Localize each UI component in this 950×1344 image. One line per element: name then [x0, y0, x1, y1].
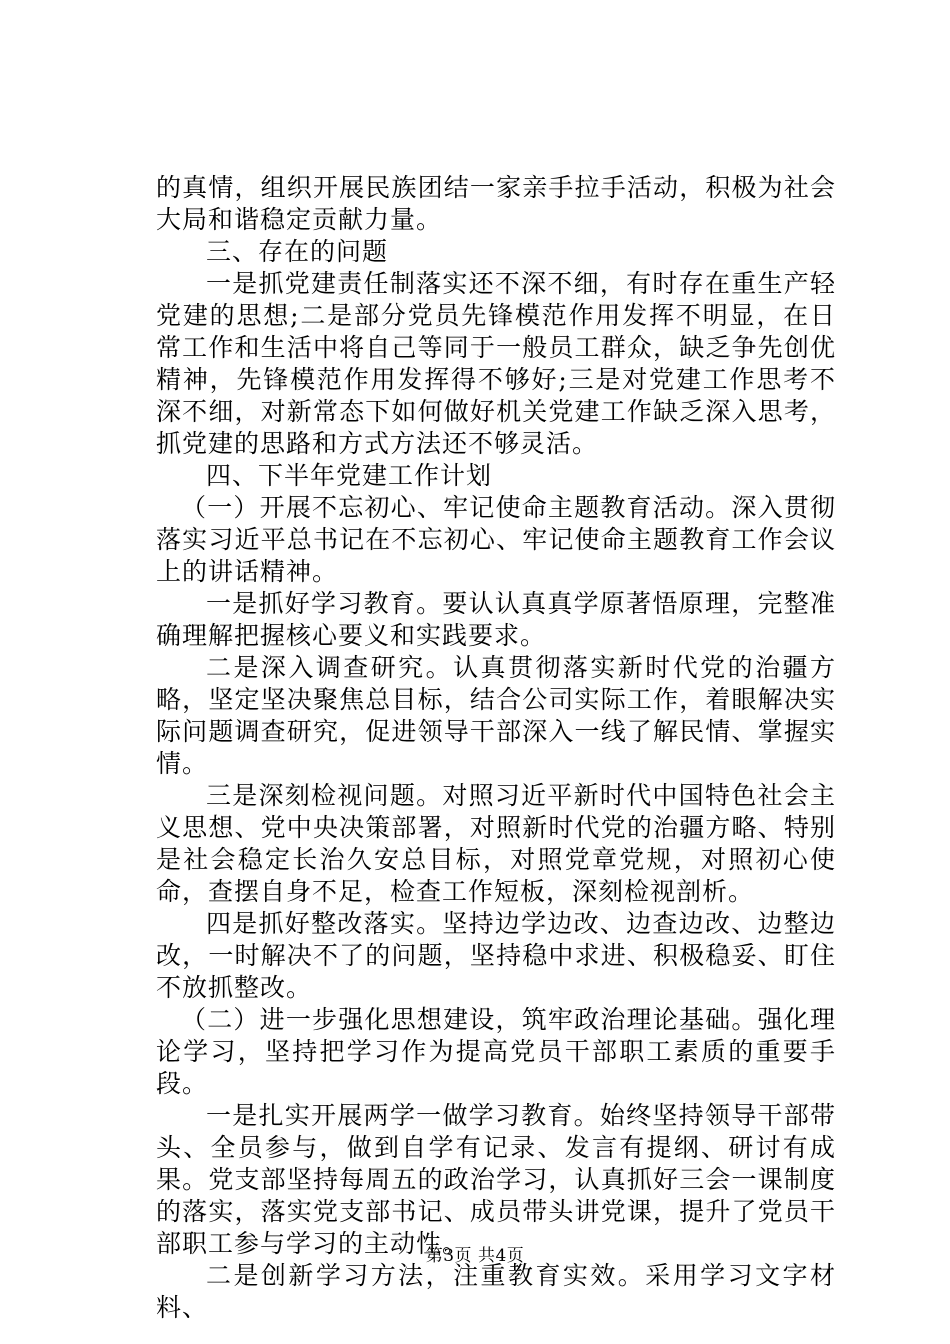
- paragraph-problems: 一是抓党建责任制落实还不深不细，有时存在重生产轻党建的思想;二是部分党员先锋模范作用发挥不明显，在日常工作和生活中将自己等同于一般员工群众，缺乏争先创优精神，先锋模范作用发挥得不够好;三是对党建工作思考不深不细，对新常态下如何做好机关党建工作缺乏深入思考，抓党建的思路和方式方法还不够灵活。: [156, 269, 836, 458]
- document-body: [156, 172, 836, 1324]
- paragraph-examine-problems: 三是深刻检视问题。对照习近平新时代中国特色社会主义思想、党中央决策部署，对照新时代党的治疆方略、特别是社会稳定长治久安总目标，对照党章党规，对照初心使命，查摆自身不足，检查工作短板，深刻检视剖析。: [156, 781, 836, 906]
- page-number-footer: 第3页 共4页: [425, 1246, 525, 1266]
- paragraph-innovate-methods: 二是创新学习方法，注重教育实效。采用学习文字材料、: [156, 1261, 836, 1322]
- paragraph-continued: 的真情，组织开展民族团结一家亲手拉手活动，积极为社会大局和谐稳定贡献力量。: [156, 173, 836, 234]
- subsection-1: （一）开展不忘初心、牢记使命主题教育活动。深入贯彻落实习近平总书记在不忘初心、牢记使命主题教育工作会议上的讲话精神。: [156, 493, 836, 586]
- subsection-2: （二）进一步强化思想建设，筑牢政治理论基础。强化理论学习，坚持把学习作为提高党员干部职工素质的重要手段。: [156, 1005, 836, 1098]
- section-heading-problems: 三、存在的问题: [206, 237, 389, 266]
- paragraph-research: 二是深入调查研究。认真贯彻落实新时代党的治疆方略，坚定坚决聚焦总目标，结合公司实际工作，着眼解决实际问题调查研究，促进领导干部深入一线了解民情、掌握实情。: [156, 653, 836, 778]
- paragraph-study-education: 一是抓好学习教育。要认认真真学原著悟原理，完整准确理解把握核心要义和实践要求。: [156, 589, 836, 650]
- section-heading-plan: 四、下半年党建工作计划: [206, 461, 493, 490]
- paragraph-two-studies: 一是扎实开展两学一做学习教育。始终坚持领导干部带头、全员参与，做到自学有记录、发言有提纲、研讨有成果。党支部坚持每周五的政治学习，认真抓好三会一课制度的落实，落实党支部书记、成员带头讲党课，提升了党员干部职工参与学习的主动性。: [156, 1101, 836, 1258]
- paragraph-rectification: 四是抓好整改落实。坚持边学边改、边查边改、边整边改，一时解决不了的问题，坚持稳中求进、积极稳妥、盯住不放抓整改。: [156, 909, 836, 1002]
